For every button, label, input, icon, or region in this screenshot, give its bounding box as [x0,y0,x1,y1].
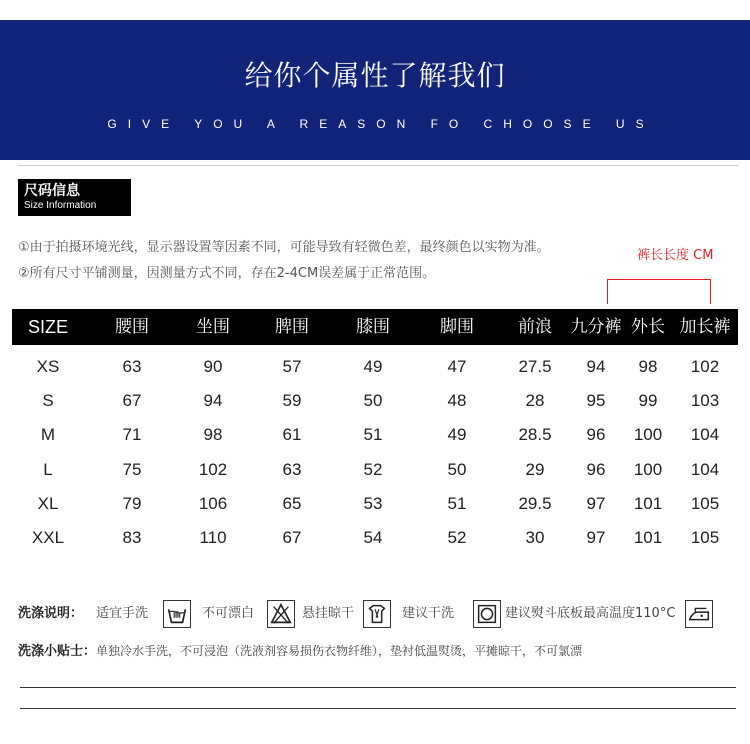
table-cell: 102 [198,460,228,479]
table-cell: 57 [282,357,302,376]
tips-label: 洗涤小贴士： [18,644,97,659]
table-cell: XL [37,494,59,513]
header-hip: 坐围 [196,317,230,337]
table-cell: 96 [586,425,606,444]
table-cell: 90 [203,357,223,376]
table-cell: 51 [363,425,383,444]
care-label: 洗涤说明： [18,606,84,621]
table-cell: 97 [586,528,606,547]
table-cell: 63 [122,357,142,376]
divider-line [20,687,736,688]
header-thigh: 脾围 [275,317,309,337]
table-cell: 100 [633,425,663,444]
table-cell: XS [36,357,60,376]
table-cell: 49 [447,425,467,444]
care-text-no-bleach: 不可漂白 [202,606,255,621]
header-front-rise: 前浪 [518,317,552,337]
table-cell: 51 [447,494,467,513]
table-cell: 83 [122,528,142,547]
table-cell: L [43,460,53,479]
table-cell: M [40,425,56,444]
table-cell: 65 [282,494,302,513]
table-cell: 104 [690,425,720,444]
table-cell: 54 [363,528,383,547]
header-waist: 腰围 [115,317,149,337]
banner-divider [18,165,738,166]
table-cell: 28 [525,391,545,410]
size-info-badge [18,179,131,216]
table-cell: 53 [363,494,383,513]
table-cell: 101 [633,528,663,547]
table-cell: 48 [447,391,467,410]
note-color: ①由于拍摄环境光线，显示器设置等因素不同，可能导致有轻微色差，最终颜色以实物为准。 [18,240,550,255]
header-knee: 膝围 [356,317,390,337]
table-cell: 94 [586,357,606,376]
table-cell: 106 [198,494,228,513]
table-cell: 71 [122,425,142,444]
table-cell: 105 [690,494,720,513]
care-instructions [18,599,738,629]
table-cell: 79 [122,494,142,513]
table-cell: 110 [199,528,227,547]
table-cell: 28.5 [518,425,552,444]
table-cell: 98 [638,357,658,376]
iron-icon [685,600,713,628]
badge-subtitle: Size Information [24,200,97,211]
note-measure: ②所有尺寸平铺测量，因测量方式不同，存在2-4CM误差属于正常范围。 [18,266,436,281]
table-cell: 75 [122,460,142,479]
table-cell: 94 [203,391,223,410]
table-cell: 49 [363,357,383,376]
table-cell: 104 [690,460,720,479]
table-cell: 103 [690,391,720,410]
table-cell: 97 [586,494,606,513]
table-cell: 99 [638,391,658,410]
table-cell: 59 [282,391,302,410]
header-cropped-length: 九分裤 [570,317,622,337]
table-cell: 29.5 [518,494,552,513]
table-cell: 61 [282,425,302,444]
tips-text: 单独冷水手洗，不可浸泡（洗液剂容易损伤衣物纤维），垫衬低温熨烫，平摊晾干，不可氯漂 [96,644,583,658]
badge-title: 尺码信息 [24,183,80,199]
table-cell: 98 [203,425,223,444]
table-cell: 50 [363,391,383,410]
care-text-hand-wash: 适宜手洗 [96,606,149,621]
table-cell: 52 [447,528,467,547]
header-size: SIZE [27,317,69,337]
table-cell: 30 [525,528,545,547]
length-annotation: 裤长长度 CM [637,248,714,263]
length-bracket [607,279,711,304]
table-cell: 102 [690,357,720,376]
washing-tips [18,640,582,659]
table-header [12,309,738,345]
header-outer-length: 外长 [631,317,665,337]
table-cell: 67 [122,391,142,410]
table-cell: 67 [282,528,302,547]
table-cell: 100 [633,460,663,479]
header-hem: 脚围 [440,317,474,337]
hand-wash-icon [163,600,191,628]
care-text-hang-dry: 悬挂晾干 [302,606,355,621]
table-cell: 29 [525,460,545,479]
table-cell: 63 [282,460,302,479]
table-cell: 50 [447,460,467,479]
table-cell: 96 [586,460,606,479]
table-cell: 27.5 [518,357,552,376]
hang-dry-icon [363,600,391,628]
no-bleach-icon [267,600,295,628]
table-cell: 101 [633,494,663,513]
dry-clean-icon [473,600,501,628]
table-cell: 95 [586,391,606,410]
header-extra-length: 加长裤 [679,317,731,337]
divider-line [20,708,736,709]
banner-subtitle: GIVE YOU A REASON FO CHOOSE US [107,117,655,131]
table-cell: 52 [363,460,383,479]
care-text-iron: 建议熨斗底板最高温度110°C [505,606,676,621]
table-cell: 105 [690,528,720,547]
banner-title: 给你个属性了解我们 [244,59,506,92]
table-cell: S [42,391,54,410]
care-text-dry-clean: 建议干洗 [402,606,455,621]
table-cell: 47 [447,357,467,376]
table-cell: XXL [31,528,65,547]
